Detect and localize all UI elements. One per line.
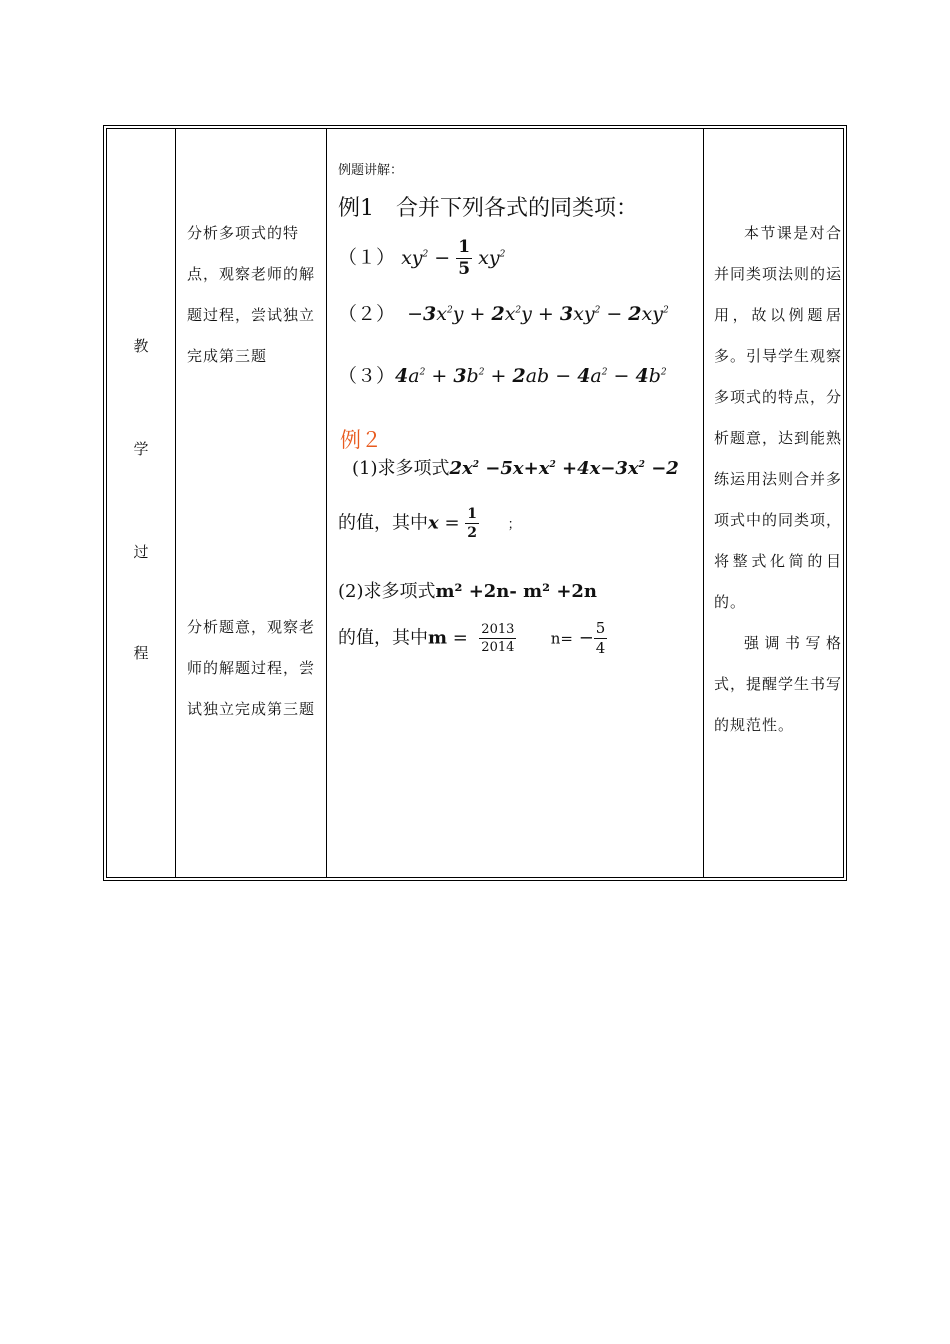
expression-1: $xy^2$ − $\frac{1}{5}$ $xy^2$ (401, 237, 506, 279)
question-text: 的值，其中 (338, 627, 428, 649)
question-text: 的值，其中 (338, 512, 428, 534)
n-value: $\frac{5}{4}$ (595, 619, 606, 657)
example1-item-1 (338, 239, 505, 278)
stage-label-char: 教 (133, 337, 149, 355)
stage-label-char: 学 (133, 440, 149, 458)
x-variable: x (428, 512, 439, 534)
example1-item-2 (338, 299, 669, 326)
question-text: (1)求多项式 (352, 458, 450, 479)
polynomial-1: $2x^2 -5x+x^2 +4x-3x^2 -2$ (449, 458, 679, 479)
example1-item-3 (338, 361, 667, 388)
example2-title: 例２ (340, 428, 382, 452)
example2-q1 (352, 454, 679, 480)
item-number: （２） (338, 303, 396, 325)
student-activity-2: 分析题意，观察老师的解题过程，尝试独立完成第三题 (187, 618, 316, 718)
lesson-table-inner (106, 128, 844, 878)
example2-q2 (338, 577, 597, 603)
stage-label-char: 程 (133, 644, 149, 662)
example2-q2-condition: 的值，其中m = $\frac{2013}{2014}$ n= − $\frac{5}{4}$ (338, 619, 606, 657)
lesson-table (103, 125, 847, 881)
design-note-1: 本节课是对合并同类项法则的运用，故以例题居多。引导学生观察多项式的特点，分析题意，达到能熟练运用法则合并多项式中的同类项，将整式化简的目的。 (714, 224, 843, 611)
section-heading: 例题讲解： (338, 163, 404, 178)
m-variable: m (428, 627, 448, 649)
stage-label-char: 过 (133, 543, 149, 561)
design-notes (714, 213, 842, 746)
m-value: $\frac{2013}{2014}$ (481, 622, 515, 655)
column-divider (175, 129, 176, 877)
column-divider (326, 129, 327, 877)
item-number: （３） (338, 365, 396, 387)
question-text: (2)求多项式 (338, 581, 436, 602)
expression-2: $-3x^2y + 2x^2y + 3xy^2 - 2xy^2$ (401, 303, 669, 325)
expression-3: $4a^2 + 3b^2 + 2ab - 4a^2 - 4b^2$ (395, 365, 667, 387)
example2-q1-condition: 的值，其中x = $\frac{1}{2}$ ； (338, 506, 521, 541)
example1-title: 例1 合并下列各式的同类项： (338, 196, 638, 221)
design-note-2: 强调书写格式，提醒学生书写的规范性。 (714, 634, 843, 734)
student-activity-1: 分析多项式的特点，观察老师的解题过程，尝试独立完成第三题 (187, 224, 316, 365)
item-number: （１） (338, 246, 396, 269)
polynomial-2: m² +2n- m² +2n (435, 581, 598, 602)
column-divider (703, 129, 704, 877)
